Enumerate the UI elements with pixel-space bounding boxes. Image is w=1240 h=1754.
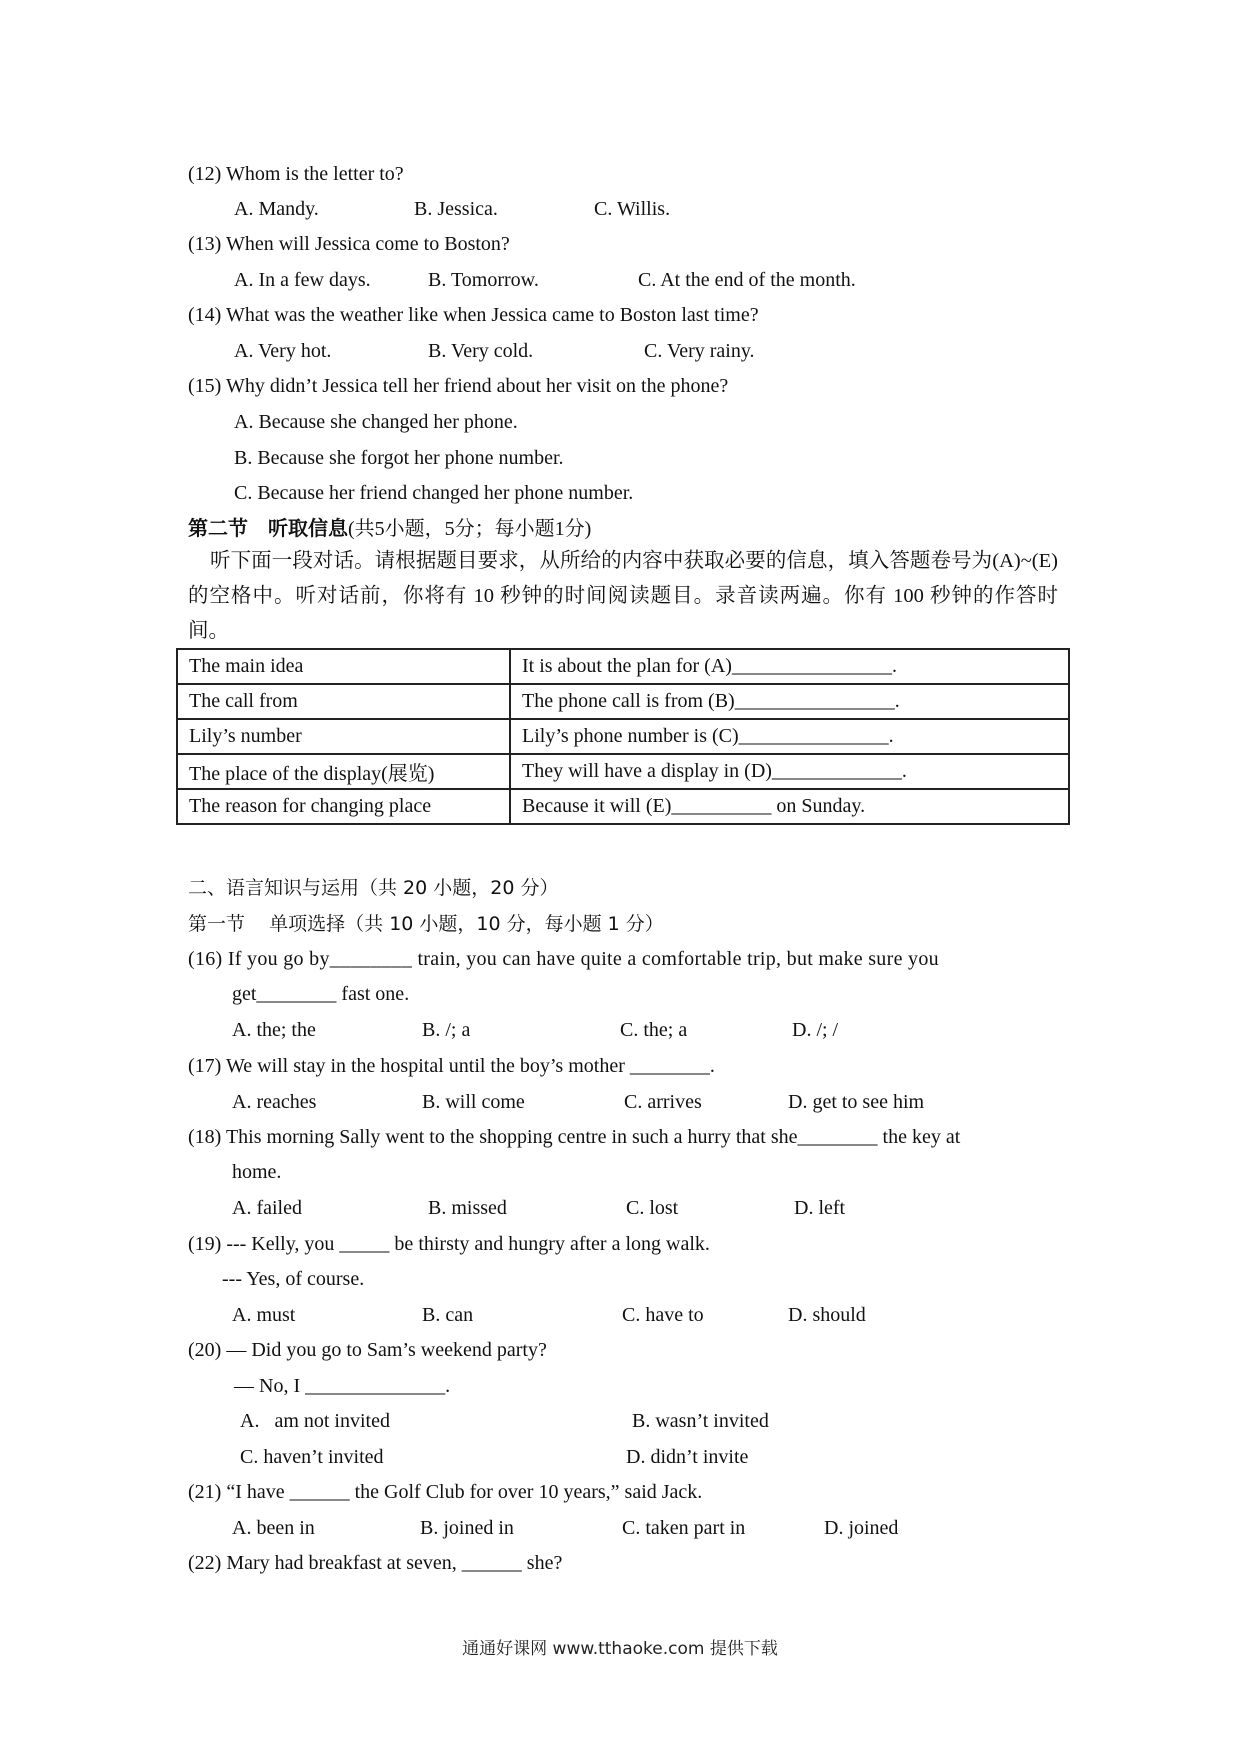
question-19-option-b: B. can (422, 1304, 474, 1326)
question-14-option-a: A. Very hot. (234, 340, 332, 362)
section-note: (共5小题，5分；每小题1分) (348, 518, 592, 540)
question-20-stem: (20) — Did you go to Sam’s weekend party? (188, 1339, 547, 1361)
question-17-option-d: D. get to see him (788, 1091, 925, 1113)
question-12-option-a: A. Mandy. (234, 198, 319, 220)
table-cell-label: The place of the display(展览) (177, 754, 510, 789)
table-row (177, 719, 1069, 754)
part-two-subheading: 第一节 单项选择（共 10 小题，10 分，每小题 1 分） (188, 913, 664, 935)
question-20-option-b: B. wasn’t invited (632, 1410, 769, 1432)
question-20-option-a: A. am not invited (240, 1410, 390, 1432)
table-cell-label: The call from (177, 684, 510, 719)
table-cell-blank: Because it will (E)__________ on Sunday. (510, 789, 1069, 824)
question-16-option-d: D. /; / (792, 1019, 839, 1041)
question-18-option-c: C. lost (626, 1197, 679, 1219)
table-cell-blank: Lily’s phone number is (C)_______________. (510, 719, 1069, 754)
question-17-option-c: C. arrives (624, 1091, 702, 1113)
question-20-option-c: C. haven’t invited (240, 1446, 384, 1468)
table-cell-blank: The phone call is from (B)________________. (510, 684, 1069, 719)
question-17-stem: (17) We will stay in the hospital until the boy’s mother ________. (188, 1055, 715, 1077)
question-13-option-c: C. At the end of the month. (638, 269, 856, 291)
question-19-reply: --- Yes, of course. (222, 1268, 365, 1290)
question-16-continuation: get________ fast one. (232, 983, 410, 1005)
table-row (177, 649, 1069, 684)
section-heading (188, 516, 591, 541)
table-cell-label: The main idea (177, 649, 510, 684)
question-19-option-c: C. have to (622, 1304, 704, 1326)
question-19-option-a: A. must (232, 1304, 296, 1326)
question-17-option-b: B. will come (422, 1091, 525, 1113)
question-18-option-d: D. left (794, 1197, 846, 1219)
question-21-option-a: A. been in (232, 1517, 315, 1539)
question-19-option-d: D. should (788, 1304, 866, 1326)
section-instructions: 听下面一段对话。请根据题目要求，从所给的内容中获取必要的信息，填入答题卷号为(A)~(E)的空格中。听对话前，你将有 10 秒钟的时间阅读题目。录音读两遍。你有 100 秒钟的作答时间。 (188, 550, 1058, 642)
question-18-stem: (18) This morning Sally went to the shopping centre in such a hurry that she________ the key at (188, 1126, 961, 1148)
part-two-heading: 二、语言知识与运用（共 20 小题，20 分） (188, 877, 559, 899)
table-cell-blank: It is about the plan for (A)________________. (510, 649, 1069, 684)
info-table (176, 648, 1070, 825)
question-15-stem: (15) Why didn’t Jessica tell her friend about her visit on the phone? (188, 375, 729, 397)
page-footer: 通通好课网 www.tthaoke.com 提供下载 (462, 1639, 778, 1659)
question-12-option-b: B. Jessica. (414, 198, 498, 220)
question-21-option-c: C. taken part in (622, 1517, 746, 1539)
question-22-stem: (22) Mary had breakfast at seven, ______ she? (188, 1552, 563, 1574)
question-20-option-d: D. didn’t invite (626, 1446, 749, 1468)
question-15-option-b: B. Because she forgot her phone number. (234, 447, 564, 469)
question-12-option-c: C. Willis. (594, 198, 671, 220)
question-18-option-a: A. failed (232, 1197, 302, 1219)
question-20-reply: — No, I ______________. (234, 1375, 451, 1397)
section-title: 听取信息 (268, 516, 348, 540)
table-row (177, 684, 1069, 719)
question-19-stem: (19) --- Kelly, you _____ be thirsty and hungry after a long walk. (188, 1233, 710, 1255)
question-15-option-c: C. Because her friend changed her phone number. (234, 482, 634, 504)
question-13-stem: (13) When will Jessica come to Boston? (188, 233, 510, 255)
question-16-option-c: C. the; a (620, 1019, 688, 1041)
question-17-option-a: A. reaches (232, 1091, 317, 1113)
question-14-option-c: C. Very rainy. (644, 340, 755, 362)
question-18-continuation: home. (232, 1161, 282, 1183)
question-15-option-a: A. Because she changed her phone. (234, 411, 518, 433)
table-row (177, 789, 1069, 824)
question-14-option-b: B. Very cold. (428, 340, 534, 362)
question-21-option-d: D. joined (824, 1517, 899, 1539)
question-21-stem: (21) “I have ______ the Golf Club for over 10 years,” said Jack. (188, 1481, 703, 1503)
question-14-stem: (14) What was the weather like when Jessica came to Boston last time? (188, 304, 759, 326)
table-row (177, 754, 1069, 789)
question-16-stem: (16) If you go by________ train, you can have quite a comfortable trip, but make sure you (188, 948, 939, 970)
question-13-option-b: B. Tomorrow. (428, 269, 539, 291)
question-13-option-a: A. In a few days. (234, 269, 371, 291)
table-cell-label: The reason for changing place (177, 789, 510, 824)
question-21-option-b: B. joined in (420, 1517, 514, 1539)
question-12-stem: (12) Whom is the letter to? (188, 163, 404, 185)
question-16-option-a: A. the; the (232, 1019, 316, 1041)
table-cell-blank: They will have a display in (D)_____________. (510, 754, 1069, 789)
question-16-option-b: B. /; a (422, 1019, 471, 1041)
question-18-option-b: B. missed (428, 1197, 507, 1219)
table-cell-label: Lily’s number (177, 719, 510, 754)
section-label: 第二节 (188, 516, 248, 540)
